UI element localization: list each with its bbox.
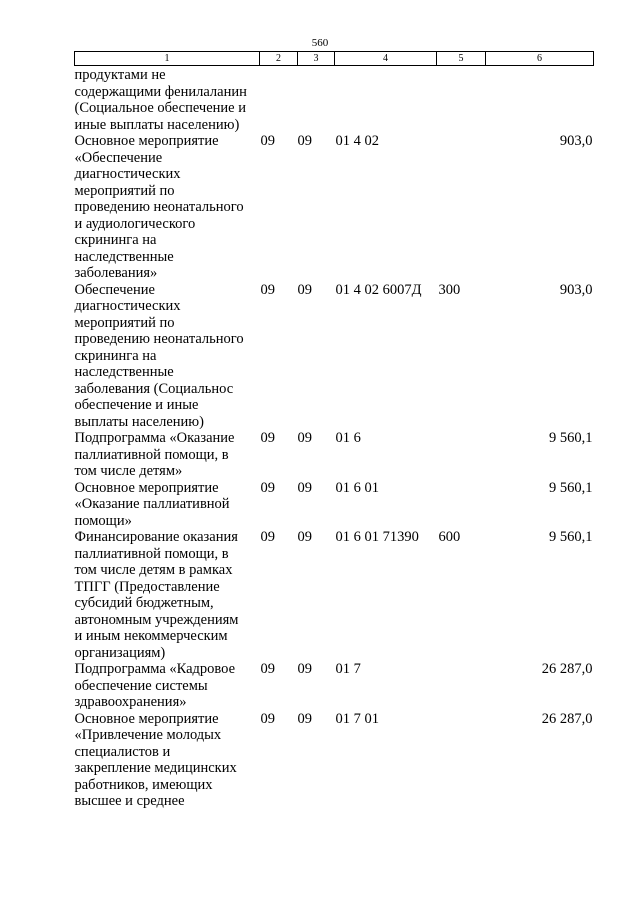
row-expense-type: 600 — [438, 529, 461, 545]
row-amount: 9 560,1 — [549, 430, 593, 446]
row-section: 09 — [260, 479, 275, 496]
row-subsection: 09 — [297, 529, 312, 545]
row-name: Основное мероприятие «Привлечение молодых специалистов и закрепление медицинских работников, имеющих высшее и среднее — [74, 710, 237, 809]
page-number: 560 — [311, 37, 329, 49]
row-target-code: 01 7 — [335, 661, 361, 677]
table-row — [75, 661, 594, 711]
row-expense-type — [437, 480, 486, 530]
row-amount: 9 560,1 — [549, 479, 593, 496]
row-name: Финансирование оказания паллиативной помощи, в том числе детям в рамках ТПГГ (Предоставление субсидий бюджетным, автономным учреждениям и иным некоммерческим организациям) — [74, 529, 239, 661]
row-name: Обеспечение диагностических мероприятий по проведению неонатального скрининга на наследственные заболевания (Социальнос обеспечение и иные выплаты населению) — [74, 281, 244, 430]
row-subsection: 09 — [297, 710, 312, 727]
row-expense-type — [437, 430, 486, 480]
row-subsection: 09 — [297, 479, 312, 496]
row-name: Подпрограмма «Оказание паллиативной помощи, в том числе детям» — [74, 430, 235, 479]
col-4-header: 4 — [335, 52, 437, 66]
row-section: 09 — [260, 133, 275, 149]
table-row — [75, 282, 594, 431]
row-section: 09 — [260, 281, 275, 298]
row-amount: 903,0 — [559, 281, 593, 298]
row-expense-type — [437, 661, 486, 711]
row-subsection — [298, 66, 335, 134]
row-subsection: 09 — [297, 281, 312, 298]
col-5-header: 5 — [437, 52, 486, 66]
col-2-header: 2 — [260, 52, 298, 66]
row-name: Основное мероприятие «Обеспечение диагностических мероприятий по проведению неонатального и аудиологического скрининга на наследственные заболевания» — [74, 133, 244, 281]
row-section: 09 — [260, 529, 275, 545]
table-row — [75, 529, 594, 661]
row-amount — [486, 66, 594, 134]
row-section — [260, 66, 298, 134]
row-subsection: 09 — [297, 661, 312, 677]
row-amount: 26 287,0 — [541, 710, 593, 727]
table-row — [75, 66, 594, 134]
col-1-header: 1 — [75, 52, 260, 66]
row-expense-type: 300 — [438, 281, 461, 298]
table-row — [75, 133, 594, 282]
row-name: Основное мероприятие «Оказание паллиативной помощи» — [74, 479, 230, 529]
row-amount: 903,0 — [559, 133, 593, 149]
row-target-code: 01 6 — [335, 430, 361, 446]
row-amount: 26 287,0 — [541, 661, 593, 677]
row-expense-type — [437, 66, 486, 134]
row-name: продуктами не содержащими фенилаланин (Социальное обеспечение и иные выплаты населению) — [74, 67, 247, 133]
col-3-header: 3 — [298, 52, 335, 66]
row-expense-type — [437, 711, 486, 810]
row-target-code: 01 4 02 — [335, 133, 379, 149]
row-target-code: 01 6 01 71390 — [335, 529, 419, 545]
row-subsection: 09 — [297, 430, 312, 446]
row-amount: 9 560,1 — [549, 529, 593, 545]
budget-table — [74, 51, 594, 810]
column-number-header — [75, 52, 594, 66]
table-row — [75, 430, 594, 480]
table-row — [75, 711, 594, 810]
row-target-code: 01 7 01 — [335, 710, 379, 727]
row-subsection: 09 — [297, 133, 312, 149]
col-6-header: 6 — [486, 52, 594, 66]
row-target-code: 01 4 02 6007Д — [335, 281, 422, 298]
row-section: 09 — [260, 430, 275, 446]
row-section: 09 — [260, 661, 275, 677]
row-expense-type — [437, 133, 486, 282]
row-target-code — [335, 66, 437, 134]
row-target-code: 01 6 01 — [335, 479, 379, 496]
row-name: Подпрограмма «Кадровое обеспечение системы здравоохранения» — [74, 661, 236, 710]
table-row — [75, 480, 594, 530]
row-section: 09 — [260, 710, 275, 727]
